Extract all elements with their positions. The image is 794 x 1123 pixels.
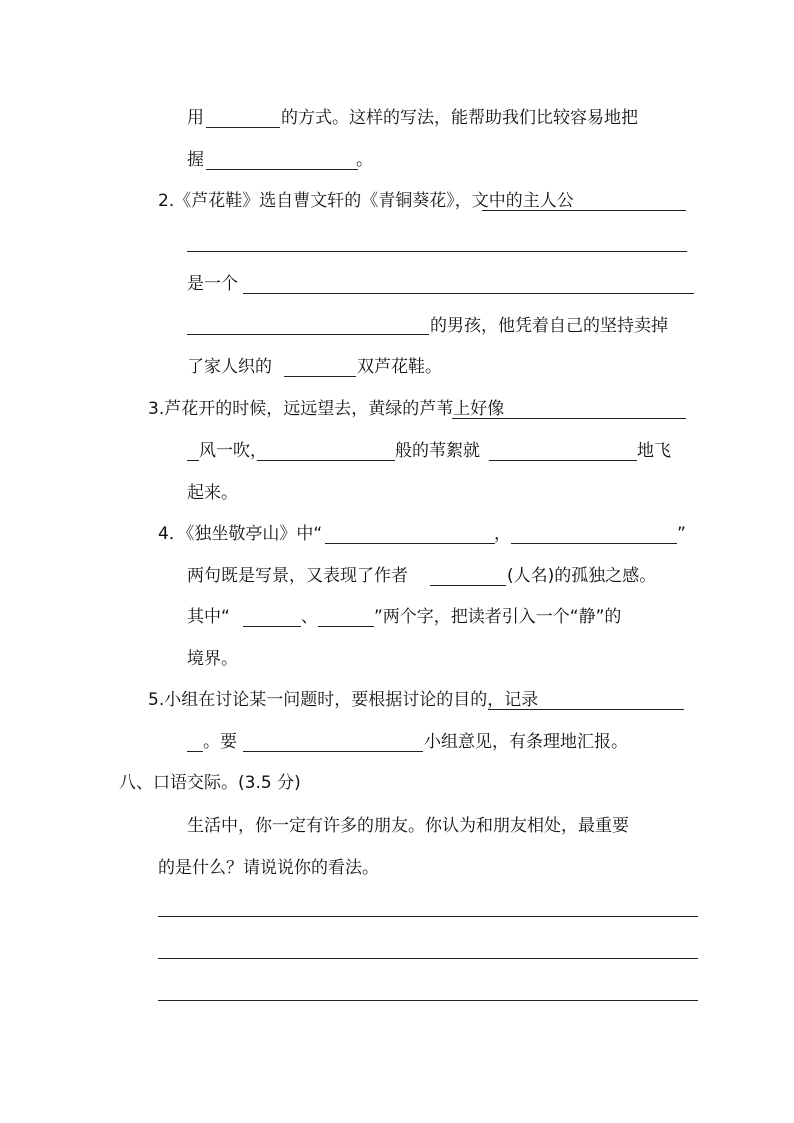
q2-text-3: 是一个 [187,274,238,294]
q4-text-3c: ”两个字，把读者引入一个“静”的 [374,607,622,627]
q1-text-1a: 用 [187,108,204,128]
q5-text-2b: 小组意见，有条理地汇报。 [424,732,628,752]
q4-blank-4[interactable] [243,626,301,627]
q2-blank-1[interactable] [482,210,686,211]
q4-text-2a: 两句既是写景，又表现了作者 [187,566,408,586]
q4-blank-3[interactable] [430,585,506,586]
answer-line-1[interactable] [158,916,698,917]
q3-text-2c: 地飞 [637,441,671,461]
q1-blank-1[interactable] [206,127,280,128]
q2-blank-4[interactable] [187,334,429,335]
section8-title: 八、口语交际。(3.5 分) [119,773,301,793]
q3-text-3: 起来。 [187,483,238,503]
q1-text-2a: 握 [187,150,204,170]
q5-text-2a: 。要 [203,732,237,752]
section8-para-1: 生活中，你一定有许多的朋友。你认为和朋友相处，最重要 [187,816,629,836]
q2-blank-5[interactable] [284,376,356,377]
q5-blank-2a[interactable] [187,751,203,752]
q4-text-4: 境界。 [187,649,238,669]
answer-line-2[interactable] [158,958,698,959]
q3-text-2b: 般的苇絮就 [395,441,480,461]
q2-text-1: 2.《芦花鞋》选自曹文轩的《青铜葵花》，文中的主人公 [158,191,574,211]
answer-line-3[interactable] [158,1000,698,1001]
q4-blank-5[interactable] [318,626,374,627]
q4-text-1a: 4．《独坐敬亭山》中“ [158,524,323,544]
q2-blank-2[interactable] [187,251,687,252]
q1-text-1b: 的方式。这样的写法，能帮助我们比较容易地把 [281,108,638,128]
q3-blank-2a[interactable] [187,460,199,461]
q2-text-4: 的男孩，他凭着自己的坚持卖掉 [430,316,668,336]
q3-text-1: 3.芦花开的时候，远远望去，黄绿的芦苇上好像 [148,399,505,419]
q2-blank-3[interactable] [243,293,694,294]
q3-text-2a: 风一吹， [199,441,267,461]
q2-text-5b: 双芦花鞋。 [357,357,442,377]
q4-blank-2[interactable] [511,543,677,544]
q5-blank-1[interactable] [488,709,684,710]
q4-blank-1[interactable] [325,543,495,544]
q2-text-5a: 了家人织的 [187,357,272,377]
q1-blank-2[interactable] [206,169,358,170]
q4-text-2b: (人名)的孤独之感。 [507,566,657,586]
q4-quote-end: ” [677,524,686,544]
q3-blank-3[interactable] [489,460,637,461]
q4-text-3a: 其中“ [187,607,230,627]
q5-blank-2[interactable] [243,751,423,752]
section8-para-2: 的是什么？请说说你的看法。 [158,858,379,878]
q4-text-3b: 、 [301,607,318,627]
q1-text-2b: 。 [356,150,373,170]
q3-blank-2[interactable] [257,460,395,461]
q4-comma: ， [494,524,511,544]
q5-text-1: 5.小组在讨论某一问题时，要根据讨论的目的，记录 [148,690,539,710]
q3-blank-1[interactable] [452,418,686,419]
